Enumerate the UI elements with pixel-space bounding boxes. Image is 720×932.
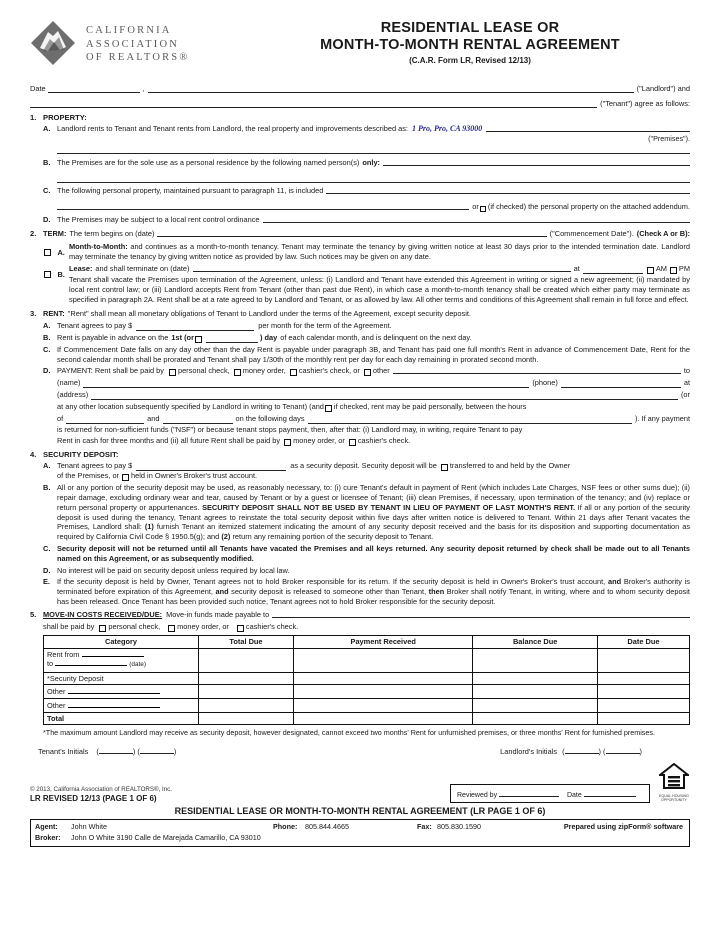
tenant-initials-group: Tenant's Initials ( ) ( ) (38, 747, 177, 757)
agent-row (35, 822, 685, 833)
name-label: (name) (57, 378, 81, 388)
clause-4e-text4: Broker shall notify Tenant, in writing, where and to whom security deposit has been released. Once Tenant has been provided such notice, Tenant agrees not to hold Broker responsible for the security deposit. (57, 587, 690, 606)
movein-personal-check-checkbox[interactable] (99, 625, 106, 632)
clause-4b (43, 483, 690, 542)
landlord-initial-2[interactable] (606, 746, 640, 754)
section-property (30, 113, 690, 225)
row-rent-to-label: to (47, 658, 54, 668)
section-number: 2. (30, 228, 37, 238)
reviewed-date-input[interactable] (584, 788, 636, 797)
cell-total-due[interactable] (199, 648, 294, 672)
document-title (280, 18, 690, 65)
table-row (44, 712, 690, 724)
section-number: 5. (30, 609, 37, 619)
cell-date-due[interactable] (597, 698, 689, 712)
section-number: 3. (30, 308, 37, 318)
clause-1a (43, 124, 690, 154)
clause-3b-bold1: 1st (or (171, 332, 194, 342)
date-line: Date , ("Landlord") and (30, 84, 690, 93)
org-line-3: OF REALTORS® (86, 52, 190, 63)
opt-other: other (372, 366, 390, 376)
col-balance-due: Balance Due (473, 635, 597, 648)
clause-1c (43, 186, 690, 212)
am-label: AM (655, 264, 667, 274)
movein-opt2: money order, or (177, 621, 229, 631)
table-row (44, 684, 690, 698)
equal-housing-caption: EQUAL HOUSING OPPORTUNITY (659, 794, 689, 803)
clause-4c (43, 544, 690, 564)
clause-letter: D. (43, 214, 51, 224)
security-deposit-input[interactable] (136, 462, 286, 471)
clause-4e-bold1: and (608, 577, 622, 587)
month-to-month-checkbox[interactable] (44, 249, 51, 256)
reviewed-by-box[interactable] (450, 784, 650, 803)
clause-letter: C. (43, 344, 51, 354)
clause-letter: A. (43, 320, 51, 330)
clause-2a-label: Month-to-Month: (69, 241, 128, 251)
clause-1c-text: The following personal property, maintained pursuant to paragraph 11, is included (57, 185, 324, 195)
address-label: (address) (57, 390, 89, 400)
fax-label: Fax: (417, 821, 432, 831)
pay-personally-checkbox[interactable] (325, 405, 332, 412)
cell-balance-due[interactable] (473, 684, 597, 698)
cell-date-due[interactable] (597, 684, 689, 698)
movein-cashiers-check-checkbox[interactable] (237, 625, 244, 632)
table-header-row (44, 635, 690, 648)
table-row (44, 698, 690, 712)
clause-1a-text: Landlord rents to Tenant and Tenant rents from Landlord, the real property and improvements described as: (57, 124, 408, 133)
clause-4a (43, 461, 690, 481)
am-checkbox[interactable] (647, 267, 654, 274)
clause-4e-bold3: then (428, 587, 445, 597)
cell-balance-due[interactable] (473, 712, 597, 724)
clause-letter: A. (43, 461, 51, 471)
clause-letter: B. (57, 270, 65, 280)
term-intro: The term begins on (date) (69, 228, 155, 238)
clause-3b (43, 333, 690, 343)
security-deposit-footnote: *The maximum amount Landlord may receive as security deposit, however designated, cannot exceed two months' Rent for unfurnished premises, or three months' Rent for furnished premises. (43, 727, 655, 737)
col-total-due: Total Due (199, 635, 294, 648)
section-rent (30, 309, 690, 446)
landlord-input-rule[interactable] (148, 84, 634, 93)
clause-4b-b2: (2) (221, 532, 231, 542)
pm-checkbox[interactable] (670, 267, 677, 274)
premises-tag: ("Premises"). (648, 134, 690, 143)
payee-phone-input[interactable] (561, 379, 681, 388)
other-1-input[interactable] (68, 687, 160, 694)
personal-check-checkbox[interactable] (169, 369, 176, 376)
row-total-label: Total (44, 712, 199, 724)
cell-payment-received[interactable] (293, 648, 473, 672)
table-row (44, 672, 690, 684)
clause-4a-pre: Tenant agrees to pay $ (57, 461, 133, 471)
movein-pay-pre: shall be paid by (43, 621, 95, 631)
clause-2a-text: and continues as a month-to-month tenancy. Tenant may terminate the tenancy by giving written notice at least 30 days prior to the intended termination date. Landlord may terminate the tenancy by giving written notice as provided by law. Such notices may be given on any date. (69, 241, 690, 261)
clause-4e-text2: Broker's authority is terminated before expiration of this Agreement, (57, 577, 690, 597)
property-line-2[interactable] (57, 145, 690, 154)
date-input-rule[interactable] (48, 84, 140, 93)
document-footer (30, 763, 690, 802)
org-line-1: CALIFORNIA (86, 25, 172, 36)
phone-label: Phone: (273, 821, 298, 831)
equal-housing-icon (659, 763, 689, 789)
section-term (30, 229, 690, 305)
clause-4a-mid: as a security deposit. Security deposit will be (290, 461, 437, 471)
clause-4b-text3: furnish Tenant an itemized statement indicating the amount of any security deposit received and the basis for its disposition and supporting documentation as required by California Civil Code § 1950.5(g); and (57, 522, 691, 542)
at-label: at (683, 378, 690, 388)
row-rent-from-label: Rent from (47, 649, 80, 659)
transfer-owner-checkbox[interactable] (441, 464, 448, 471)
clause-3b-bold2: ) day (259, 332, 278, 342)
clause-4e-text3: security deposit is released to someone other than Tenant, (231, 587, 427, 597)
clause-3d-to: to (683, 366, 690, 376)
movein-intro: Move-in funds made payable to (166, 609, 270, 619)
phone-value: 805.844.4665 (305, 821, 349, 831)
agent-label: Agent: (35, 821, 58, 831)
car-emblem-icon (30, 20, 76, 66)
section-security-deposit (30, 450, 690, 607)
commencement-tag: ("Commencement Date"). (549, 228, 634, 238)
prepared-using-label: Prepared using zipForm® software (563, 821, 683, 831)
rent-from-input[interactable] (82, 650, 144, 657)
movein-money-order-checkbox[interactable] (168, 625, 175, 632)
clause-letter: D. (43, 366, 51, 376)
revision-text: LR REVISED 12/13 (PAGE 1 OF 6) (30, 793, 157, 803)
addendum-checkbox[interactable] (480, 206, 486, 212)
tenant-initials-label: Tenant's Initials (38, 747, 89, 757)
lease-checkbox[interactable] (44, 271, 51, 278)
phone-label: (phone) (532, 378, 558, 388)
cell-payment-received[interactable] (293, 698, 473, 712)
clause-4e-bold2: and (215, 587, 229, 597)
clause-3c (43, 345, 690, 365)
document-header (30, 18, 690, 80)
opt-cashiers-check: cashier's check, or (298, 366, 360, 376)
following-days-label: on the following days (235, 414, 305, 424)
section-number: 4. (30, 450, 37, 460)
landlord-initials-label: Landlord's Initials (500, 747, 558, 757)
future-cashiers-check-label: cashier's check. (357, 436, 411, 446)
property-b-line-2[interactable] (57, 174, 690, 183)
title-line-1: RESIDENTIAL LEASE OR (380, 20, 560, 36)
broker-value: John O White 3190 Calle de Marejada Camarillo, CA 93010 (71, 832, 261, 842)
row-rent-date-label: (date) (129, 660, 146, 668)
or-label: (or (680, 390, 690, 400)
hours-and-label: and (147, 414, 160, 424)
other-payment-checkbox[interactable] (364, 369, 371, 376)
cell-total-due[interactable] (199, 712, 294, 724)
reviewed-date-label: Date (566, 791, 582, 799)
clause-2b (43, 264, 690, 304)
clause-3a-post: per month for the term of the Agreement. (258, 320, 392, 330)
clause-letter: B. (43, 332, 51, 342)
move-in-costs-table (43, 635, 690, 725)
cell-total-due[interactable] (199, 672, 294, 684)
at-label: at (573, 264, 580, 274)
cell-balance-due[interactable] (473, 698, 597, 712)
property-address-value[interactable]: 1 Pro, Pro, CA 93000 (412, 124, 483, 133)
cell-total-due[interactable] (199, 698, 294, 712)
other-2-input[interactable] (68, 701, 160, 708)
section-number: 1. (30, 113, 37, 122)
row-other-1-label: Other (47, 686, 66, 696)
hours-to-input[interactable] (163, 415, 233, 424)
section-title: MOVE-IN COSTS RECEIVED/DUE: (43, 609, 163, 619)
title-line-2: MONTH-TO-MONTH RENTAL AGREEMENT (320, 37, 620, 53)
pm-label: PM (678, 264, 690, 274)
tenant-input-rule[interactable] (30, 99, 597, 108)
reviewed-by-label: Reviewed by (457, 791, 498, 799)
org-line-2: ASSOCIATION (86, 38, 180, 50)
equal-housing-logo (658, 763, 690, 802)
future-money-order-label: money order, or (293, 436, 345, 446)
clause-3d-line4-pre: at any other location subsequently specified by Landlord in writing to Tenant) (and (57, 402, 324, 412)
clause-3a-pre: Tenant agrees to pay $ (57, 320, 133, 330)
hours-from-input[interactable] (66, 415, 144, 424)
clause-3d (43, 366, 690, 446)
clause-2b-paragraph: Tenant shall vacate the Premises upon termination of the Agreement, unless: (i) Landlord and Tenant have extended this Agreement in writing or signed a new agreement; (ii) mandated by local rent control law; or (iii) Landlord accepts Rent from Tenant (other than past due Rent), in which case a month-to-month tenancy shall be created which either party may terminate as specified in paragraph 2A. Rent shall be at a rate agreed to by Landlord and Tenant, or as allowed by law. All other terms and conditions of this Agreement shall remain in full force and effect. (69, 275, 690, 304)
movein-opt3: cashier's check. (245, 621, 299, 631)
date-label: Date (30, 84, 46, 93)
agent-info-bar (30, 819, 690, 847)
cell-payment-received[interactable] (293, 684, 473, 698)
movein-opt1: personal check, (108, 621, 161, 631)
clause-1c-tail: (if checked) the personal property on the attached addendum. (487, 201, 690, 211)
cell-payment-received[interactable] (293, 712, 473, 724)
clause-1d-text: The Premises may be subject to a local rent control ordinance (57, 214, 260, 224)
cell-total-due[interactable] (199, 684, 294, 698)
cashiers-check-checkbox[interactable] (290, 369, 297, 376)
landlord-initials-group: Landlord's Initials ( ) ( ) (500, 747, 642, 757)
broker-row (35, 833, 685, 844)
clause-4a-opt2: held in Owner's Broker's trust account. (131, 471, 258, 481)
clause-3d-line5-tail: ). If any payment (634, 414, 690, 424)
future-money-order-checkbox[interactable] (284, 439, 291, 446)
rent-day-checkbox[interactable] (195, 336, 202, 343)
landlord-initial-1[interactable] (565, 746, 599, 754)
clause-4b-text4: return any remaining portion of the security deposit to Tenant. (232, 532, 434, 542)
clause-4b-bold: SECURITY DEPOSIT SHALL NOT BE USED BY TENANT IN LIEU OF PAYMENT OF LAST MONTH'S RENT. (202, 502, 576, 512)
cell-balance-due[interactable] (473, 648, 597, 672)
cell-date-due[interactable] (597, 672, 689, 684)
tenant-tag: ("Tenant") agree as follows: (600, 99, 690, 108)
col-date-due: Date Due (597, 635, 689, 648)
clause-3d-line7-pre: Rent in cash for three months and (ii) all future Rent shall be paid by (57, 436, 281, 446)
money-order-checkbox[interactable] (234, 369, 241, 376)
clause-3d-pre: PAYMENT: Rent shall be paid by (57, 366, 164, 376)
clause-letter: E. (43, 577, 50, 587)
copyright-text: © 2013, California Association of REALTORS®, Inc. (30, 785, 172, 793)
clause-2a (43, 242, 690, 262)
clause-4a-line2-pre: of the Premises, or (57, 471, 120, 481)
tenant-line (30, 99, 690, 108)
section-title: TERM: (43, 228, 67, 238)
clause-4d-text: No interest will be paid on security deposit unless required by local law. (57, 565, 290, 575)
check-ab-note: (Check A or B): (636, 228, 690, 238)
clause-letter: D. (43, 565, 51, 575)
car-logo (30, 18, 280, 66)
clause-2b-text: and shall terminate on (date) (95, 264, 190, 274)
opt-personal-check: personal check, (177, 366, 230, 376)
clause-letter: B. (43, 483, 51, 493)
clause-2b-label: Lease: (69, 264, 93, 274)
table-row (44, 648, 690, 672)
clause-1b-text: The Premises are for the sole use as a personal residence by the following named person(s) (57, 157, 360, 167)
cell-balance-due[interactable] (473, 672, 597, 684)
time-input-rule[interactable] (583, 265, 643, 274)
clause-4a-opt1: transferred to and held by the Owner (449, 461, 571, 471)
clause-4e-text1: If the security deposit is held by Owner, Tenant agrees not to hold Broker responsible for its return. If the security deposit is held in Owner's Broker's trust account, (57, 577, 606, 587)
broker-label: Broker: (35, 832, 61, 842)
section-title: RENT: (43, 308, 65, 318)
clause-letter: B. (43, 157, 51, 167)
col-payment-received: Payment Received (293, 635, 473, 648)
opt-money-order: money order, (242, 366, 286, 376)
clause-3d-line4-post: if checked, rent may be paid personally, between the hours (333, 402, 527, 412)
hours-of-label: of (57, 414, 64, 424)
cell-payment-received[interactable] (293, 672, 473, 684)
clause-letter: A. (57, 247, 65, 257)
reviewed-by-input[interactable] (499, 788, 559, 797)
clause-1b-only: only: (362, 157, 381, 167)
cell-date-due[interactable] (597, 712, 689, 724)
fax-value: 805.830.1590 (437, 821, 481, 831)
cell-date-due[interactable] (597, 648, 689, 672)
clause-letter: A. (43, 124, 51, 133)
clause-3d-line6: is returned for non-sufficient funds ("NSF") or because tenant stops payment, then, after that: (i) Landlord may, in writing, require Tenant to pay (57, 425, 523, 435)
clause-1d (43, 215, 690, 225)
tenant-initial-1[interactable] (99, 746, 133, 754)
broker-trust-checkbox[interactable] (122, 474, 129, 481)
clause-4b-b1: (1) (144, 522, 154, 532)
rent-to-input[interactable] (55, 659, 127, 666)
section-title: PROPERTY: (43, 113, 87, 122)
clause-3b-pre: Rent is payable in advance on the (57, 332, 169, 342)
clause-4b-text2: If all or any portion of the security deposit is used during the tenancy, Tenant agrees to reinstate the total security deposit within five days after written notice is delivered to Tenant. Within 21 days after Tenant vacates the Premises, Landlord shall: (57, 502, 690, 532)
clause-1c-or: or (472, 201, 479, 211)
section-move-in-costs (30, 610, 690, 737)
landlord-tag: ("Landlord") and (636, 84, 690, 93)
row-other-2-label: Other (47, 700, 66, 710)
rent-amount-input[interactable] (136, 322, 254, 331)
section-title: SECURITY DEPOSIT: (43, 450, 119, 460)
clause-4d (43, 566, 690, 576)
clause-4e (43, 577, 690, 606)
clause-3b-post: of each calendar month, and is delinquent on the next day. (280, 332, 472, 342)
form-reference: (C.A.R. Form LR, Revised 12/13) (409, 56, 531, 65)
rent-intro: "Rent" shall mean all monetary obligations of Tenant to Landlord under the terms of the Agreement, except security deposit. (67, 308, 471, 318)
col-category: Category (44, 635, 199, 648)
clause-4b-text1: All or any portion of the security deposit may be used, as reasonably necessary, to: (i) cure Tenant's default in payment of Rent (which includes Late Charges, NSF fees or other sums due); (ii) repair damage, excluding ordinary wear and tear, caused by Tenant or by a guest or licensee of Tenant; (iii) clean Premises, if necessary, upon termination of the tenancy; and (iv) replace or return personal property or appurtenances. (57, 483, 690, 512)
clause-letter: C. (43, 543, 51, 553)
clause-3a (43, 321, 690, 331)
footer-page-title: RESIDENTIAL LEASE OR MONTH-TO-MONTH RENTAL AGREEMENT (LR PAGE 1 OF 6) (174, 805, 546, 816)
clause-1b (43, 158, 690, 183)
future-cashiers-check-checkbox[interactable] (349, 439, 356, 446)
clause-letter: C. (43, 185, 51, 195)
rent-day-input[interactable] (206, 334, 258, 343)
agent-value: John White (71, 821, 107, 831)
clause-3c-text: If Commencement Date falls on any day other than the day Rent is payable under paragraph 3B, and Tenant has paid one full month's Rent in advance of Commencement Date, Rent for the second calendar month shall be prorated and Tenant shall pay 1/30th of the monthly rent per day for each day remaining in prorated second month. (57, 344, 690, 364)
clause-4c-text: Security deposit will not be returned until all Tenants have vacated the Premises and all keys returned. Any security deposit returned by check shall be made out to all Tenants named on this Agreement, or as subsequently modified. (57, 543, 690, 563)
tenant-initial-2[interactable] (140, 746, 174, 754)
initials-row (30, 746, 690, 756)
row-security-deposit-label: *Security Deposit (44, 672, 199, 684)
